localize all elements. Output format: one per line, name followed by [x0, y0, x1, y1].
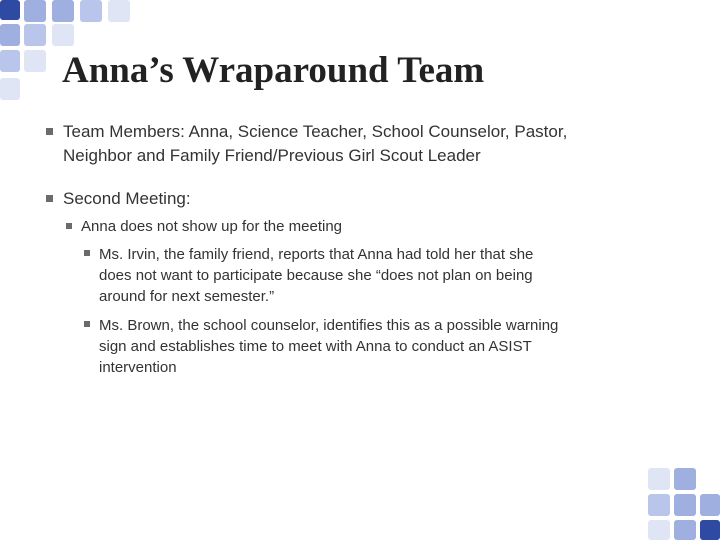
tile: [674, 468, 696, 490]
tile: [0, 0, 20, 20]
tile: [0, 78, 20, 100]
bottom-right-tile-decoration: [648, 468, 720, 540]
slide-title: Anna’s Wraparound Team: [62, 50, 485, 91]
tile: [648, 468, 670, 490]
bullet-irvin-line3: around for next semester.”: [99, 288, 275, 305]
bullet-no-show: Anna does not show up for the meeting: [81, 218, 343, 235]
square-bullet-icon: [66, 223, 72, 229]
tile: [648, 520, 670, 540]
square-bullet-icon: [46, 128, 53, 135]
square-bullet-icon: [46, 195, 53, 202]
bullet-second-meeting: Second Meeting:: [63, 189, 191, 208]
tile: [674, 494, 696, 516]
tile: [0, 24, 20, 46]
tile: [700, 494, 720, 516]
square-bullet-icon: [84, 321, 90, 327]
square-bullet-icon: [84, 250, 90, 256]
bullet-irvin-line1: Ms. Irvin, the family friend, reports that Anna had told her that she: [99, 246, 534, 263]
tile: [24, 0, 46, 22]
tile: [52, 0, 74, 22]
bullet-brown-line3: intervention: [99, 359, 177, 376]
tile: [0, 50, 20, 72]
bullet-irvin-line2: does not want to participate because she “does not plan on being: [99, 267, 533, 284]
tile: [80, 0, 102, 22]
tile: [52, 24, 74, 46]
tile: [674, 520, 696, 540]
tile: [24, 50, 46, 72]
bullet-team-members-line2: Neighbor and Family Friend/Previous Girl Scout Leader: [63, 146, 481, 165]
tile: [648, 494, 670, 516]
bullet-brown-line2: sign and establishes time to meet with Anna to conduct an ASIST: [99, 338, 532, 355]
bullet-team-members-line1: Team Members: Anna, Science Teacher, School Counselor, Pastor,: [63, 122, 568, 141]
tile: [700, 520, 720, 540]
tile: [108, 0, 130, 22]
tile: [24, 24, 46, 46]
bullet-brown-line1: Ms. Brown, the school counselor, identifies this as a possible warning: [99, 317, 559, 334]
